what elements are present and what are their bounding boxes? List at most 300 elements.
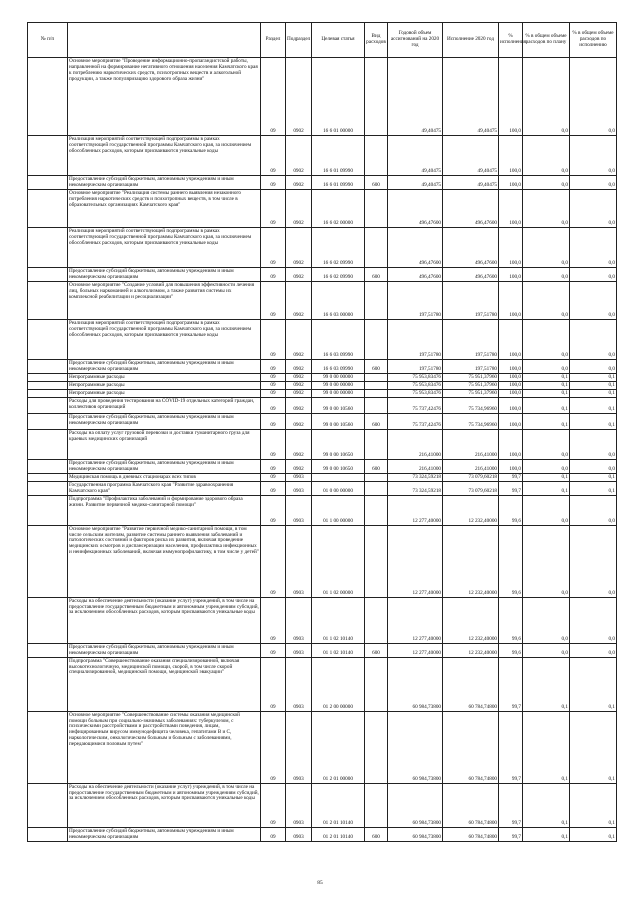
cell-vid: 600 xyxy=(365,459,388,473)
cell-share-exec: 0,0 xyxy=(570,58,617,136)
cell-share-exec: 0,0 xyxy=(570,597,617,643)
cell-razdel: 09 xyxy=(261,711,286,783)
cell-share-exec: 0,1 xyxy=(570,389,617,397)
cell-fact: 12 232,40000 xyxy=(443,597,499,643)
cell-name: Предоставление субсидий бюджетным, автономным учреждениям и иным некоммерческим организациям xyxy=(68,360,261,374)
cell-plan: 75 737,42476 xyxy=(388,413,443,429)
cell-vid xyxy=(365,473,388,481)
cell-share-exec: 0,0 xyxy=(570,228,617,268)
header-num: № п/п xyxy=(28,23,68,58)
cell-vid xyxy=(365,190,388,228)
cell-name: Основное мероприятие "Совершенствование системы оказания медицинской помощи больным при социально-значимых заболеваниях: туберкулезом, с психическими расстройствами и расстройствами поведения, лицам, инфицированным вирусом иммунодефицита человека, гепатитами В и С, наркологическим, онкологическим больным и больным с заболеваниями, передающимися половым путем" xyxy=(68,711,261,783)
cell-celevaya: 99 0 00 10650 xyxy=(312,459,365,473)
cell-name: Основное мероприятие "Реализация системы раннего выявления незаконного потребления наркотических средств и психотропных веществ, в том числе в образовательных организациях Камчатского края" xyxy=(68,190,261,228)
cell-share-total: 0,0 xyxy=(523,597,570,643)
cell-vid xyxy=(365,136,388,176)
cell-celevaya: 16 6 01 00000 xyxy=(312,58,365,136)
cell-num xyxy=(28,413,68,429)
cell-vid xyxy=(365,282,388,320)
cell-name: Медицинская помощь в дневных стационарах всех типов xyxy=(68,473,261,481)
cell-podrazdel: 0902 xyxy=(286,381,312,389)
cell-num xyxy=(28,320,68,360)
cell-razdel: 09 xyxy=(261,228,286,268)
cell-share-exec: 0,1 xyxy=(570,711,617,783)
cell-razdel: 09 xyxy=(261,429,286,459)
cell-pct: 100,0 xyxy=(499,381,523,389)
cell-name: Предоставление субсидий бюджетным, автономным учреждениям и иным некоммерческим организациям xyxy=(68,643,261,657)
cell-pct: 100,0 xyxy=(499,176,523,190)
cell-fact: 197,51780 xyxy=(443,282,499,320)
cell-share-exec: 0,1 xyxy=(570,381,617,389)
cell-vid xyxy=(365,783,388,827)
cell-num xyxy=(28,525,68,597)
cell-podrazdel: 0902 xyxy=(286,429,312,459)
cell-num xyxy=(28,282,68,320)
cell-share-total: 0,0 xyxy=(523,495,570,525)
cell-celevaya: 99 0 00 00000 xyxy=(312,389,365,397)
cell-razdel: 09 xyxy=(261,597,286,643)
cell-fact: 75 734,96960 xyxy=(443,397,499,413)
table-row xyxy=(28,381,617,389)
cell-plan: 75 953,83476 xyxy=(388,389,443,397)
cell-vid: 600 xyxy=(365,827,388,841)
cell-num xyxy=(28,374,68,382)
cell-fact: 60 784,74800 xyxy=(443,827,499,841)
cell-share-exec: 0,0 xyxy=(570,136,617,176)
cell-name: Непрограммные расходы xyxy=(68,381,261,389)
cell-num xyxy=(28,381,68,389)
cell-name: Предоставление субсидий бюджетным, автономным учреждениям и иным некоммерческим организациям xyxy=(68,459,261,473)
cell-fact: 75 951,37960 xyxy=(443,389,499,397)
cell-plan: 216,41000 xyxy=(388,459,443,473)
table-body xyxy=(28,58,617,842)
cell-fact: 12 232,40000 xyxy=(443,643,499,657)
header-vid: Вид расходов xyxy=(365,23,388,58)
header-razdel: Раздел xyxy=(261,23,286,58)
cell-share-exec: 0,0 xyxy=(570,525,617,597)
cell-num xyxy=(28,643,68,657)
cell-num xyxy=(28,711,68,783)
table-row xyxy=(28,397,617,413)
cell-celevaya: 01 2 01 10140 xyxy=(312,827,365,841)
cell-share-total: 0,1 xyxy=(523,397,570,413)
cell-podrazdel: 0903 xyxy=(286,827,312,841)
cell-pct: 99,6 xyxy=(499,525,523,597)
cell-celevaya: 16 6 02 09990 xyxy=(312,228,365,268)
cell-name: Предоставление субсидий бюджетным, автономным учреждениям и иным некоммерческим организациям xyxy=(68,827,261,841)
cell-plan: 73 324,59218 xyxy=(388,481,443,495)
header-name xyxy=(68,23,261,58)
table-row xyxy=(28,473,617,481)
cell-vid: 600 xyxy=(365,413,388,429)
cell-pct: 99,7 xyxy=(499,657,523,711)
cell-plan: 60 984,73800 xyxy=(388,783,443,827)
cell-share-total: 0,0 xyxy=(523,136,570,176)
cell-plan: 197,51780 xyxy=(388,320,443,360)
cell-name: Реализация мероприятий соответствующей подпрограммы в рамках соответствующей государственной программы Камчатского края, за исключением обособленных расходов, которым присваиваются уникальные коды xyxy=(68,320,261,360)
cell-podrazdel: 0902 xyxy=(286,190,312,228)
cell-plan: 60 984,73800 xyxy=(388,657,443,711)
cell-share-exec: 0,1 xyxy=(570,374,617,382)
cell-pct: 99,7 xyxy=(499,827,523,841)
cell-plan: 12 277,40000 xyxy=(388,643,443,657)
cell-pct: 100,0 xyxy=(499,413,523,429)
cell-fact: 12 232,40000 xyxy=(443,495,499,525)
table-row xyxy=(28,525,617,597)
cell-razdel: 09 xyxy=(261,495,286,525)
cell-vid xyxy=(365,597,388,643)
cell-num xyxy=(28,136,68,176)
cell-celevaya: 01 1 02 10140 xyxy=(312,597,365,643)
cell-name: Основное мероприятие "Создание условий для повышения эффективности лечения лиц, больных наркоманией и алкоголизмом, а также развития системы их комплексной реабилитации и ресоциализации" xyxy=(68,282,261,320)
cell-share-total: 0,1 xyxy=(523,473,570,481)
cell-vid: 600 xyxy=(365,643,388,657)
cell-name: Расходы на обеспечение деятельности (оказание услуг) учреждений, в том числе на предоставление государственным бюджетным и автономным учреждениям субсидий, за исключением обособленных расходов, которым присваиваются уникальные коды xyxy=(68,783,261,827)
table-row xyxy=(28,481,617,495)
cell-razdel: 09 xyxy=(261,397,286,413)
cell-plan: 496,47600 xyxy=(388,268,443,282)
cell-pct: 99,7 xyxy=(499,473,523,481)
cell-fact: 197,51780 xyxy=(443,320,499,360)
cell-podrazdel: 0902 xyxy=(286,459,312,473)
cell-podrazdel: 0902 xyxy=(286,413,312,429)
cell-podrazdel: 0903 xyxy=(286,783,312,827)
cell-fact: 12 232,40000 xyxy=(443,525,499,597)
table-row xyxy=(28,459,617,473)
table-row xyxy=(28,389,617,397)
cell-plan: 75 953,83476 xyxy=(388,381,443,389)
cell-celevaya: 16 6 02 00000 xyxy=(312,190,365,228)
cell-share-total: 0,0 xyxy=(523,176,570,190)
cell-plan: 75 737,42476 xyxy=(388,397,443,413)
cell-fact: 73 079,60218 xyxy=(443,473,499,481)
cell-podrazdel: 0902 xyxy=(286,360,312,374)
cell-share-exec: 0,0 xyxy=(570,282,617,320)
cell-name: Предоставление субсидий бюджетным, автономным учреждениям и иным некоммерческим организациям xyxy=(68,413,261,429)
cell-share-exec: 0,0 xyxy=(570,429,617,459)
cell-share-total: 0,1 xyxy=(523,827,570,841)
cell-razdel: 09 xyxy=(261,374,286,382)
cell-num xyxy=(28,481,68,495)
cell-fact: 197,51780 xyxy=(443,360,499,374)
cell-celevaya: 99 0 00 10650 xyxy=(312,429,365,459)
cell-razdel: 09 xyxy=(261,459,286,473)
cell-plan: 197,51780 xyxy=(388,360,443,374)
cell-celevaya: 16 6 01 09990 xyxy=(312,176,365,190)
cell-num xyxy=(28,597,68,643)
cell-name: Государственная программа Камчатского края "Развитие здравоохранения Камчатского края" xyxy=(68,481,261,495)
cell-razdel: 09 xyxy=(261,643,286,657)
cell-vid xyxy=(365,58,388,136)
cell-celevaya: 16 6 03 00000 xyxy=(312,282,365,320)
cell-razdel: 09 xyxy=(261,268,286,282)
cell-share-total: 0,1 xyxy=(523,413,570,429)
cell-podrazdel: 0903 xyxy=(286,711,312,783)
cell-podrazdel: 0903 xyxy=(286,473,312,481)
cell-vid: 600 xyxy=(365,176,388,190)
table-row xyxy=(28,58,617,136)
cell-celevaya: 01 1 02 10140 xyxy=(312,643,365,657)
cell-fact: 60 784,74800 xyxy=(443,711,499,783)
cell-fact: 49,40475 xyxy=(443,136,499,176)
cell-vid xyxy=(365,374,388,382)
cell-vid xyxy=(365,389,388,397)
cell-plan: 12 277,40000 xyxy=(388,597,443,643)
cell-fact: 49,40475 xyxy=(443,176,499,190)
cell-fact: 216,41000 xyxy=(443,459,499,473)
cell-podrazdel: 0903 xyxy=(286,597,312,643)
cell-plan: 496,47600 xyxy=(388,190,443,228)
table-row xyxy=(28,360,617,374)
cell-celevaya: 01 2 00 00000 xyxy=(312,657,365,711)
cell-share-total: 0,0 xyxy=(523,320,570,360)
cell-share-exec: 0,1 xyxy=(570,397,617,413)
cell-share-exec: 0,0 xyxy=(570,268,617,282)
cell-pct: 99,7 xyxy=(499,711,523,783)
cell-razdel: 09 xyxy=(261,381,286,389)
cell-share-total: 0,0 xyxy=(523,58,570,136)
cell-share-exec: 0,1 xyxy=(570,783,617,827)
cell-vid xyxy=(365,429,388,459)
cell-fact: 496,47600 xyxy=(443,268,499,282)
cell-podrazdel: 0902 xyxy=(286,282,312,320)
cell-num xyxy=(28,657,68,711)
cell-podrazdel: 0902 xyxy=(286,58,312,136)
cell-name: Предоставление субсидий бюджетным, автономным учреждениям и иным некоммерческим организациям xyxy=(68,176,261,190)
cell-vid xyxy=(365,711,388,783)
cell-razdel: 09 xyxy=(261,525,286,597)
table-row xyxy=(28,827,617,841)
header-fact: Исполнение 2020 год xyxy=(443,23,499,58)
cell-podrazdel: 0902 xyxy=(286,268,312,282)
cell-fact: 60 784,74800 xyxy=(443,657,499,711)
cell-plan: 49,40475 xyxy=(388,176,443,190)
cell-share-exec: 0,0 xyxy=(570,643,617,657)
cell-razdel: 09 xyxy=(261,783,286,827)
cell-celevaya: 01 2 01 10140 xyxy=(312,783,365,827)
cell-num xyxy=(28,228,68,268)
cell-razdel: 09 xyxy=(261,389,286,397)
table-row xyxy=(28,783,617,827)
cell-pct: 100,0 xyxy=(499,374,523,382)
cell-share-total: 0,1 xyxy=(523,381,570,389)
cell-pct: 100,0 xyxy=(499,58,523,136)
table-row xyxy=(28,374,617,382)
cell-share-total: 0,0 xyxy=(523,429,570,459)
cell-vid xyxy=(365,381,388,389)
cell-plan: 49,40475 xyxy=(388,136,443,176)
cell-razdel: 09 xyxy=(261,282,286,320)
table-header-row xyxy=(28,23,617,58)
header-plan: Годовой объем ассигнований на 2020 год xyxy=(388,23,443,58)
cell-podrazdel: 0903 xyxy=(286,643,312,657)
cell-fact: 73 079,60218 xyxy=(443,481,499,495)
cell-share-total: 0,0 xyxy=(523,360,570,374)
cell-num xyxy=(28,397,68,413)
cell-fact: 49,40475 xyxy=(443,58,499,136)
page-number: 85 xyxy=(317,880,323,886)
table-row xyxy=(28,711,617,783)
cell-share-exec: 0,1 xyxy=(570,481,617,495)
cell-pct: 100,0 xyxy=(499,228,523,268)
cell-name: Расходы для проведения тестирования на COVID-19 отдельных категорий граждан, коллективов организаций xyxy=(68,397,261,413)
cell-num xyxy=(28,190,68,228)
cell-celevaya: 99 0 00 00000 xyxy=(312,374,365,382)
cell-celevaya: 99 0 00 00000 xyxy=(312,381,365,389)
cell-share-exec: 0,0 xyxy=(570,495,617,525)
header-share-total: % в общем объеме расходов по плану xyxy=(523,23,570,58)
table-row xyxy=(28,429,617,459)
document-page xyxy=(27,22,616,842)
cell-plan: 12 277,40000 xyxy=(388,525,443,597)
table-row xyxy=(28,228,617,268)
cell-celevaya: 16 6 03 09990 xyxy=(312,360,365,374)
cell-vid xyxy=(365,495,388,525)
cell-podrazdel: 0902 xyxy=(286,320,312,360)
cell-fact: 216,41000 xyxy=(443,429,499,459)
cell-fact: 60 784,74800 xyxy=(443,783,499,827)
cell-podrazdel: 0902 xyxy=(286,228,312,268)
cell-vid xyxy=(365,228,388,268)
cell-share-exec: 0,0 xyxy=(570,190,617,228)
table-row xyxy=(28,643,617,657)
cell-name: Предоставление субсидий бюджетным, автономным учреждениям и иным некоммерческим организациям xyxy=(68,268,261,282)
cell-podrazdel: 0903 xyxy=(286,525,312,597)
table-row xyxy=(28,657,617,711)
cell-podrazdel: 0903 xyxy=(286,657,312,711)
cell-razdel: 09 xyxy=(261,413,286,429)
cell-share-exec: 0,0 xyxy=(570,360,617,374)
cell-name: Реализация мероприятий соответствующей подпрограммы в рамках соответствующей государственной программы Камчатского края, за исключением обособленных расходов, которым присваиваются уникальные коды xyxy=(68,136,261,176)
cell-celevaya: 16 6 03 09990 xyxy=(312,320,365,360)
cell-podrazdel: 0902 xyxy=(286,389,312,397)
cell-num xyxy=(28,360,68,374)
cell-share-total: 0,1 xyxy=(523,711,570,783)
header-share-exec: % в общем объеме расходов по исполнению xyxy=(570,23,617,58)
cell-celevaya: 01 0 00 00000 xyxy=(312,481,365,495)
cell-num xyxy=(28,495,68,525)
cell-pct: 100,0 xyxy=(499,320,523,360)
cell-name: Подпрограмма "Совершенствование оказания специализированной, включая высокотехнологичную, медицинской помощи, скорой, в том числе скорой специализированной, медицинской помощи, медицинской эвакуации" xyxy=(68,657,261,711)
cell-celevaya: 16 6 01 09990 xyxy=(312,136,365,176)
cell-celevaya: 99 0 00 10560 xyxy=(312,397,365,413)
cell-vid xyxy=(365,481,388,495)
table-row xyxy=(28,495,617,525)
cell-name: Реализация мероприятий соответствующей подпрограммы в рамках соответствующей государственной программы Камчатского края, за исключением обособленных расходов, которым присваиваются уникальные коды xyxy=(68,228,261,268)
cell-razdel: 09 xyxy=(261,320,286,360)
header-podrazdel: Подраздел xyxy=(286,23,312,58)
cell-plan: 60 984,73800 xyxy=(388,827,443,841)
cell-share-total: 0,0 xyxy=(523,643,570,657)
cell-pct: 99,7 xyxy=(499,783,523,827)
cell-num xyxy=(28,429,68,459)
cell-name: Непрограммные расходы xyxy=(68,374,261,382)
cell-pct: 99,6 xyxy=(499,597,523,643)
cell-razdel: 09 xyxy=(261,360,286,374)
cell-celevaya xyxy=(312,473,365,481)
cell-celevaya: 01 1 02 00000 xyxy=(312,525,365,597)
cell-num xyxy=(28,176,68,190)
table-row xyxy=(28,320,617,360)
cell-vid xyxy=(365,320,388,360)
cell-pct: 99,6 xyxy=(499,643,523,657)
cell-pct: 100,0 xyxy=(499,268,523,282)
cell-pct: 100,0 xyxy=(499,190,523,228)
expenditure-table xyxy=(27,22,617,842)
table-row xyxy=(28,597,617,643)
cell-share-total: 0,0 xyxy=(523,190,570,228)
cell-share-exec: 0,1 xyxy=(570,657,617,711)
cell-pct: 100,0 xyxy=(499,429,523,459)
cell-razdel: 09 xyxy=(261,827,286,841)
cell-num xyxy=(28,827,68,841)
cell-vid xyxy=(365,525,388,597)
cell-num xyxy=(28,783,68,827)
cell-share-exec: 0,1 xyxy=(570,827,617,841)
cell-share-total: 0,1 xyxy=(523,374,570,382)
cell-share-total: 0,0 xyxy=(523,459,570,473)
cell-name: Основное мероприятие "Проведение информационно-пропагандистской работы, направленной на формирование негативного отношения населения Камчатского края к потреблению наркотических средств, психотропных веществ и алкогольной продукции, а также популяризацию здорового образа жизни" xyxy=(68,58,261,136)
cell-razdel: 09 xyxy=(261,190,286,228)
cell-celevaya: 99 0 00 10560 xyxy=(312,413,365,429)
cell-podrazdel: 0902 xyxy=(286,136,312,176)
cell-pct: 100,0 xyxy=(499,282,523,320)
cell-pct: 100,0 xyxy=(499,136,523,176)
cell-name: Непрограммные расходы xyxy=(68,389,261,397)
table-row xyxy=(28,282,617,320)
cell-share-total: 0,0 xyxy=(523,268,570,282)
cell-pct: 100,0 xyxy=(499,459,523,473)
cell-share-exec: 0,0 xyxy=(570,176,617,190)
cell-fact: 75 951,37960 xyxy=(443,374,499,382)
cell-fact: 496,47600 xyxy=(443,228,499,268)
cell-podrazdel: 0902 xyxy=(286,397,312,413)
cell-plan: 496,47600 xyxy=(388,228,443,268)
cell-razdel: 09 xyxy=(261,136,286,176)
cell-name: Расходы на оплату услуг грузовой перевозки и доставки гуманитарного груза для краевых медицинских организаций xyxy=(68,429,261,459)
cell-pct: 100,0 xyxy=(499,389,523,397)
cell-celevaya: 01 1 00 00000 xyxy=(312,495,365,525)
cell-fact: 75 951,37960 xyxy=(443,381,499,389)
table-row xyxy=(28,268,617,282)
cell-celevaya: 01 2 01 00000 xyxy=(312,711,365,783)
cell-podrazdel: 0903 xyxy=(286,495,312,525)
cell-plan: 216,41000 xyxy=(388,429,443,459)
cell-pct: 99,7 xyxy=(499,481,523,495)
table-row xyxy=(28,413,617,429)
cell-razdel: 09 xyxy=(261,481,286,495)
table-row xyxy=(28,136,617,176)
cell-share-exec: 0,1 xyxy=(570,413,617,429)
cell-share-total: 0,1 xyxy=(523,389,570,397)
cell-share-total: 0,0 xyxy=(523,228,570,268)
cell-share-exec: 0,0 xyxy=(570,459,617,473)
cell-share-total: 0,1 xyxy=(523,657,570,711)
cell-share-total: 0,1 xyxy=(523,783,570,827)
cell-share-total: 0,1 xyxy=(523,481,570,495)
cell-plan: 60 984,73800 xyxy=(388,711,443,783)
cell-pct: 100,0 xyxy=(499,397,523,413)
cell-plan: 75 953,83476 xyxy=(388,374,443,382)
cell-plan: 73 324,59218 xyxy=(388,473,443,481)
cell-podrazdel: 0902 xyxy=(286,176,312,190)
cell-fact: 496,47600 xyxy=(443,190,499,228)
cell-fact: 75 734,96960 xyxy=(443,413,499,429)
table-row xyxy=(28,190,617,228)
cell-podrazdel: 0902 xyxy=(286,374,312,382)
cell-celevaya: 16 6 02 09990 xyxy=(312,268,365,282)
cell-num xyxy=(28,268,68,282)
